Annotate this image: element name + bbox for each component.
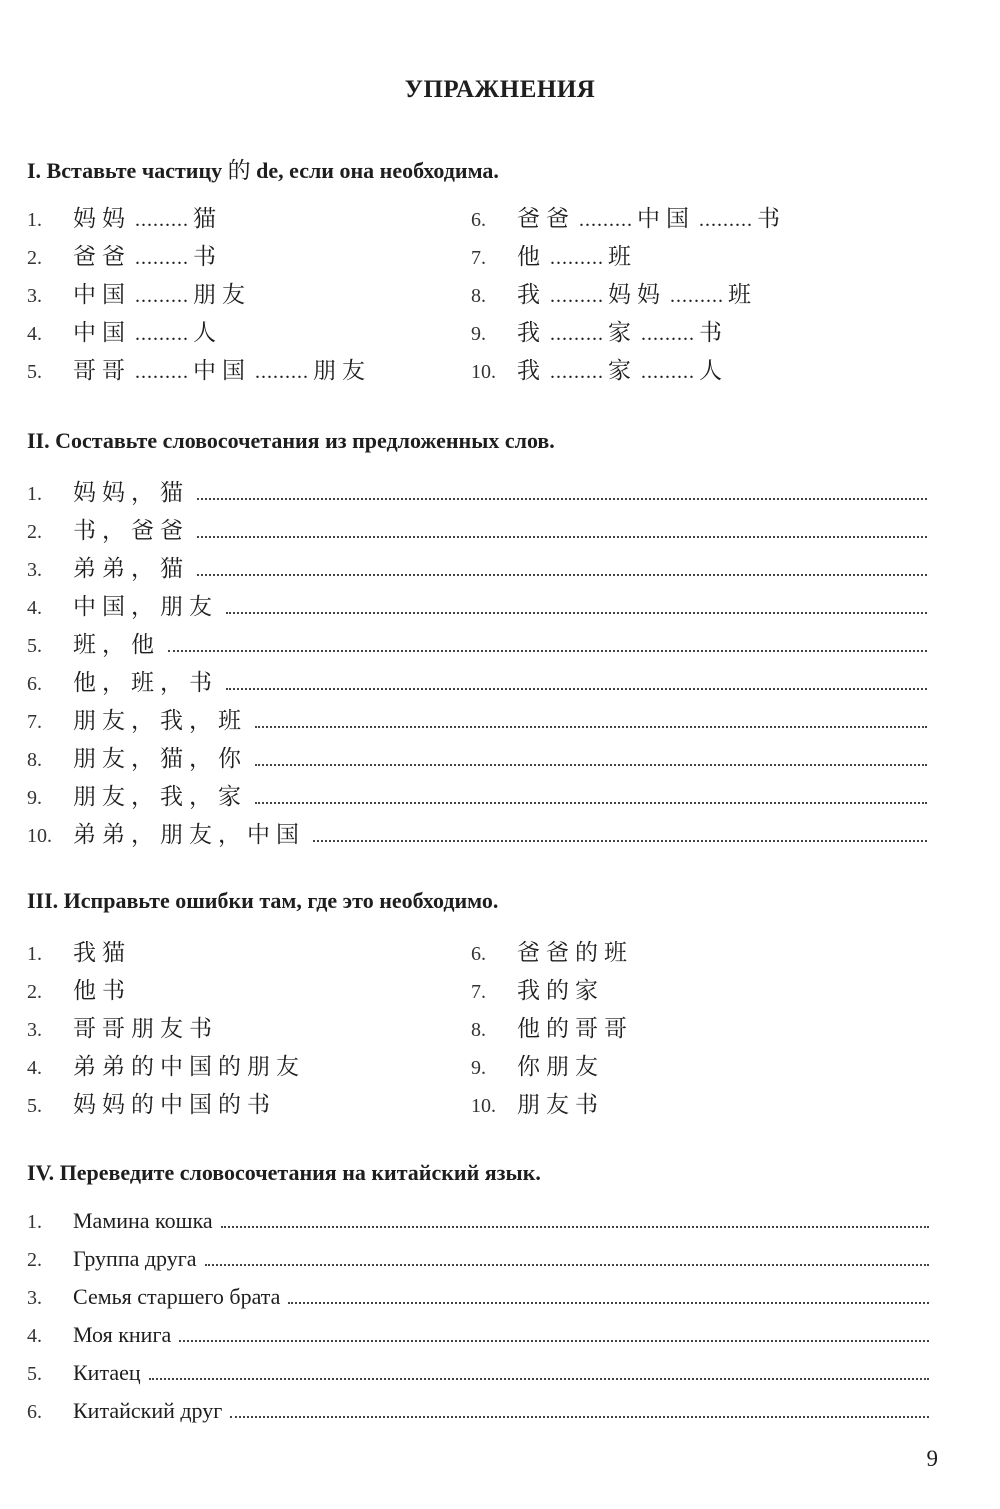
- list-item: [27, 934, 131, 968]
- item-number: 2.: [27, 521, 42, 543]
- item-word: 书: [699, 320, 728, 346]
- item-text: 弟弟的中国的朋友: [73, 1054, 305, 1080]
- answer-line: [168, 634, 927, 652]
- item-text: 我猫: [73, 940, 131, 966]
- list-item: [27, 1086, 276, 1120]
- particle-de: 的: [227, 158, 251, 184]
- item-number: 9.: [27, 787, 42, 809]
- blank-dots: .........: [135, 285, 189, 307]
- item-text: 他书: [73, 978, 131, 1004]
- item-number: 3.: [27, 559, 42, 581]
- blank-dots: .........: [641, 361, 695, 383]
- item-number: 2.: [27, 981, 42, 1003]
- list-item: [471, 314, 728, 348]
- item-word: 妈妈: [608, 282, 666, 308]
- item-number: 3.: [27, 285, 42, 307]
- item-number: 10.: [471, 361, 496, 383]
- item-text: 我的家: [517, 978, 604, 1004]
- page-title: УПРАЖНЕНИЯ: [404, 76, 596, 103]
- item-number: 4.: [27, 1057, 42, 1079]
- item-number: 6.: [471, 209, 486, 231]
- item-text: Семья старшего брата: [73, 1284, 281, 1309]
- list-item: [27, 588, 927, 622]
- list-item: [471, 1010, 633, 1044]
- item-number: 1.: [27, 1211, 42, 1233]
- item-word: 家: [608, 358, 637, 384]
- item-text: 弟弟，猫: [73, 556, 189, 582]
- item-text: 朋友书: [517, 1092, 604, 1118]
- answer-line: [221, 1210, 929, 1228]
- page-number: 9: [926, 1446, 938, 1471]
- blank-dots: .........: [550, 285, 604, 307]
- item-word: 书: [757, 206, 786, 232]
- list-item: [471, 972, 604, 1006]
- list-item: [27, 1208, 929, 1242]
- item-number: 7.: [471, 981, 486, 1003]
- item-word: 哥哥: [73, 358, 131, 384]
- list-item: [471, 238, 637, 272]
- item-number: 5.: [27, 1095, 42, 1117]
- item-text: Китаец: [73, 1360, 141, 1385]
- item-text: 哥哥朋友书: [73, 1016, 218, 1042]
- blank-dots: .........: [135, 323, 189, 345]
- item-number: 2.: [27, 1249, 42, 1271]
- item-word: 猫: [193, 206, 222, 232]
- blank-dots: .........: [135, 209, 189, 231]
- list-item: [27, 626, 927, 660]
- item-text: Мамина кошка: [73, 1208, 213, 1233]
- item-text: 班，他: [73, 632, 160, 658]
- item-word: 中国: [73, 282, 131, 308]
- answer-line: [255, 748, 927, 766]
- item-number: 6.: [27, 673, 42, 695]
- item-number: 4.: [27, 597, 42, 619]
- item-number: 9.: [471, 1057, 486, 1079]
- item-word: 班: [728, 282, 757, 308]
- section-4-heading: IV. Переведите словосочетания на китайский язык.: [27, 1160, 541, 1185]
- answer-line: [313, 824, 927, 842]
- answer-line: [197, 482, 927, 500]
- item-text: 朋友，我，家: [73, 784, 247, 810]
- item-number: 3.: [27, 1019, 42, 1041]
- section-3-heading: III. Исправьте ошибки там, где это необходимо.: [27, 888, 499, 913]
- answer-line: [149, 1362, 929, 1380]
- item-number: 8.: [471, 285, 486, 307]
- blank-dots: .........: [699, 209, 753, 231]
- answer-line: [288, 1286, 929, 1304]
- list-item: [27, 1284, 929, 1318]
- item-number: 7.: [471, 247, 486, 269]
- section-1-heading: [27, 152, 499, 185]
- list-item: [27, 1010, 218, 1044]
- answer-line: [205, 1248, 929, 1266]
- item-text: 他，班，书: [73, 670, 218, 696]
- list-item: [27, 1246, 929, 1280]
- item-word: 我: [517, 282, 546, 308]
- item-number: 3.: [27, 1287, 42, 1309]
- list-item: [27, 1322, 929, 1356]
- item-word: 朋友: [193, 282, 251, 308]
- item-number: 5.: [27, 1363, 42, 1385]
- item-number: 10.: [27, 825, 52, 847]
- section-2-heading: II. Составьте словосочетания из предложенных слов.: [27, 428, 555, 453]
- answer-line: [197, 520, 927, 538]
- list-item: [27, 314, 222, 348]
- item-number: 4.: [27, 323, 42, 345]
- list-item: [471, 1086, 604, 1120]
- list-item: [471, 276, 757, 310]
- list-item: [27, 816, 927, 850]
- list-item: [471, 352, 728, 386]
- item-text: 他的哥哥: [517, 1016, 633, 1042]
- item-word: 中国: [193, 358, 251, 384]
- item-number: 1.: [27, 209, 42, 231]
- list-item: [27, 352, 371, 386]
- item-word: 我: [517, 320, 546, 346]
- item-text: 书，爸爸: [73, 518, 189, 544]
- item-text: 弟弟，朋友，中国: [73, 822, 305, 848]
- list-item: [27, 200, 222, 234]
- list-item: [27, 474, 927, 508]
- answer-line: [179, 1324, 929, 1342]
- answer-line: [255, 710, 927, 728]
- answer-line: [197, 558, 927, 576]
- item-number: 9.: [471, 323, 486, 345]
- blank-dots: .........: [550, 323, 604, 345]
- item-text: 中国，朋友: [73, 594, 218, 620]
- item-text: 朋友，猫，你: [73, 746, 247, 772]
- item-word: 我: [517, 358, 546, 384]
- item-text: 你朋友: [517, 1054, 604, 1080]
- item-number: 5.: [27, 361, 42, 383]
- blank-dots: .........: [641, 323, 695, 345]
- item-word: 人: [193, 320, 222, 346]
- list-item: [27, 1398, 929, 1432]
- list-item: [27, 664, 927, 698]
- list-item: [471, 934, 633, 968]
- blank-dots: .........: [550, 247, 604, 269]
- item-number: 6.: [27, 1401, 42, 1423]
- item-number: 2.: [27, 247, 42, 269]
- list-item: [27, 702, 927, 736]
- item-word: 家: [608, 320, 637, 346]
- item-number: 1.: [27, 943, 42, 965]
- blank-dots: .........: [255, 361, 309, 383]
- list-item: [27, 276, 251, 310]
- blank-dots: .........: [579, 209, 633, 231]
- item-text: Моя книга: [73, 1322, 172, 1347]
- item-number: 4.: [27, 1325, 42, 1347]
- list-item: [471, 1048, 604, 1082]
- item-number: 6.: [471, 943, 486, 965]
- item-word: 中国: [73, 320, 131, 346]
- item-text: Китайский друг: [73, 1398, 223, 1423]
- list-item: [27, 1360, 929, 1394]
- blank-dots: .........: [135, 361, 189, 383]
- item-text: 妈妈，猫: [73, 480, 189, 506]
- item-text: 妈妈的中国的书: [73, 1092, 276, 1118]
- item-word: 爸爸: [73, 244, 131, 270]
- blank-dots: .........: [550, 361, 604, 383]
- list-item: [27, 512, 927, 546]
- list-item: [27, 778, 927, 812]
- item-word: 班: [608, 244, 637, 270]
- item-text: 朋友，我，班: [73, 708, 247, 734]
- item-number: 7.: [27, 711, 42, 733]
- answer-line: [255, 786, 927, 804]
- answer-line: [230, 1400, 929, 1418]
- item-word: 妈妈: [73, 206, 131, 232]
- section-1-heading-post: de, если она необходима.: [250, 158, 499, 183]
- section-1-heading-pre: I. Вставьте частицу: [27, 158, 228, 183]
- item-number: 1.: [27, 483, 42, 505]
- list-item: [27, 1048, 305, 1082]
- item-word: 书: [193, 244, 222, 270]
- item-word: 他: [517, 244, 546, 270]
- item-word: 中国: [637, 206, 695, 232]
- list-item: [471, 200, 786, 234]
- item-number: 10.: [471, 1095, 496, 1117]
- list-item: [27, 238, 222, 272]
- list-item: [27, 740, 927, 774]
- item-word: 爸爸: [517, 206, 575, 232]
- list-item: [27, 550, 927, 584]
- item-number: 5.: [27, 635, 42, 657]
- item-word: 朋友: [313, 358, 371, 384]
- list-item: [27, 972, 131, 1006]
- item-number: 8.: [27, 749, 42, 771]
- answer-line: [226, 596, 927, 614]
- blank-dots: .........: [670, 285, 724, 307]
- answer-line: [226, 672, 927, 690]
- item-text: Группа друга: [73, 1246, 197, 1271]
- blank-dots: .........: [135, 247, 189, 269]
- item-text: 爸爸的班: [517, 940, 633, 966]
- item-word: 人: [699, 358, 728, 384]
- item-number: 8.: [471, 1019, 486, 1041]
